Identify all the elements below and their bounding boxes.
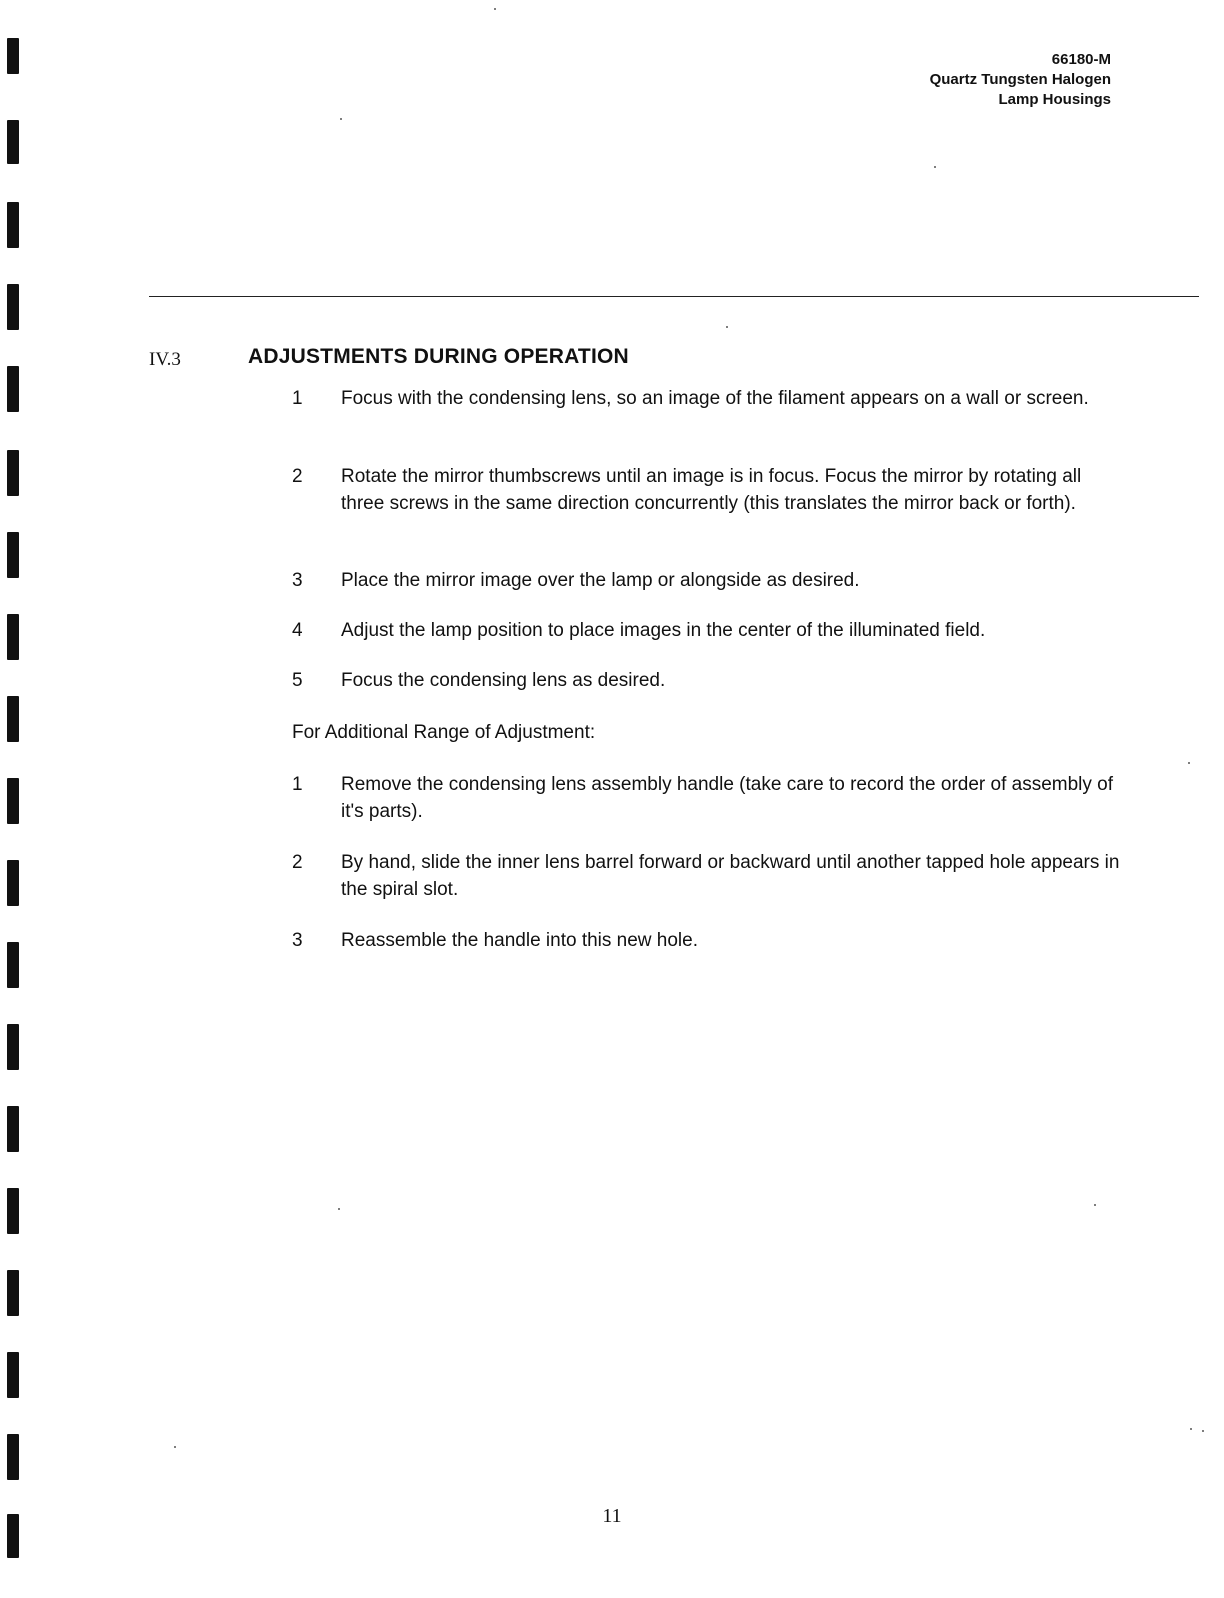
scan-speck: [494, 8, 496, 10]
binding-mark: [7, 778, 19, 824]
step-number: 1: [292, 388, 303, 409]
binding-mark: [7, 1352, 19, 1398]
step-text: Reassemble the handle into this new hole.: [341, 930, 699, 951]
scan-speck: [726, 326, 728, 328]
binding-mark: [7, 1106, 19, 1152]
step-text: Remove the condensing lens assembly handle (take care to record the order of assembly of it's parts).: [341, 774, 1114, 822]
binding-mark: [7, 202, 19, 248]
binding-mark: [7, 532, 19, 578]
binding-mark: [7, 450, 19, 496]
scan-speck: [338, 1208, 340, 1210]
document-subtitle-line-2: Lamp Housings: [998, 91, 1111, 108]
step-text: Rotate the mirror thumbscrews until an image is in focus. Focus the mirror by rotating all three screws in the same direction concurrently (this translates the mirror back or forth).: [341, 466, 1082, 514]
step-number: 5: [292, 670, 303, 691]
step-number: 3: [292, 930, 303, 951]
step-text: Focus with the condensing lens, so an image of the filament appears on a wall or screen.: [341, 388, 1089, 409]
scan-speck: [174, 1446, 176, 1448]
binding-mark: [7, 942, 19, 988]
document-number: 66180-M: [1051, 51, 1111, 68]
binding-mark: [7, 614, 19, 660]
step-text: By hand, slide the inner lens barrel forward or backward until another tapped hole appears in the spiral slot.: [341, 852, 1120, 900]
step-number: 2: [292, 466, 303, 487]
binding-mark: [7, 38, 19, 74]
page-number: 11: [602, 1505, 622, 1527]
step-number: 4: [292, 620, 303, 641]
document-subtitle-line-1: Quartz Tungsten Halogen: [929, 71, 1111, 88]
binding-mark: [7, 1188, 19, 1234]
binding-mark: [7, 696, 19, 742]
header-rule: [149, 296, 1199, 297]
step-text: Adjust the lamp position to place images in the center of the illuminated field.: [341, 620, 986, 641]
binding-mark: [7, 120, 19, 164]
scan-speck: [1190, 1428, 1192, 1430]
step-number: 2: [292, 852, 303, 873]
binding-mark: [7, 860, 19, 906]
binding-mark: [7, 1270, 19, 1316]
step-number: 3: [292, 570, 303, 591]
binding-mark: [7, 284, 19, 330]
section-title: ADJUSTMENTS DURING OPERATION: [248, 345, 629, 368]
scan-speck: [1202, 1430, 1204, 1432]
step-text: Place the mirror image over the lamp or alongside as desired.: [341, 570, 860, 591]
step-text: Focus the condensing lens as desired.: [341, 670, 666, 691]
scan-speck: [340, 118, 342, 120]
additional-range-heading: For Additional Range of Adjustment:: [292, 722, 596, 743]
binding-mark: [7, 1024, 19, 1070]
document-header: [930, 50, 1111, 110]
binding-mark: [7, 1434, 19, 1480]
binding-marks: [7, 0, 21, 1598]
scan-speck: [1094, 1204, 1096, 1206]
step-number: 1: [292, 774, 303, 795]
scan-speck: [1188, 762, 1190, 764]
scan-speck: [934, 166, 936, 168]
section-number: IV.3: [149, 349, 181, 370]
binding-mark: [7, 366, 19, 412]
